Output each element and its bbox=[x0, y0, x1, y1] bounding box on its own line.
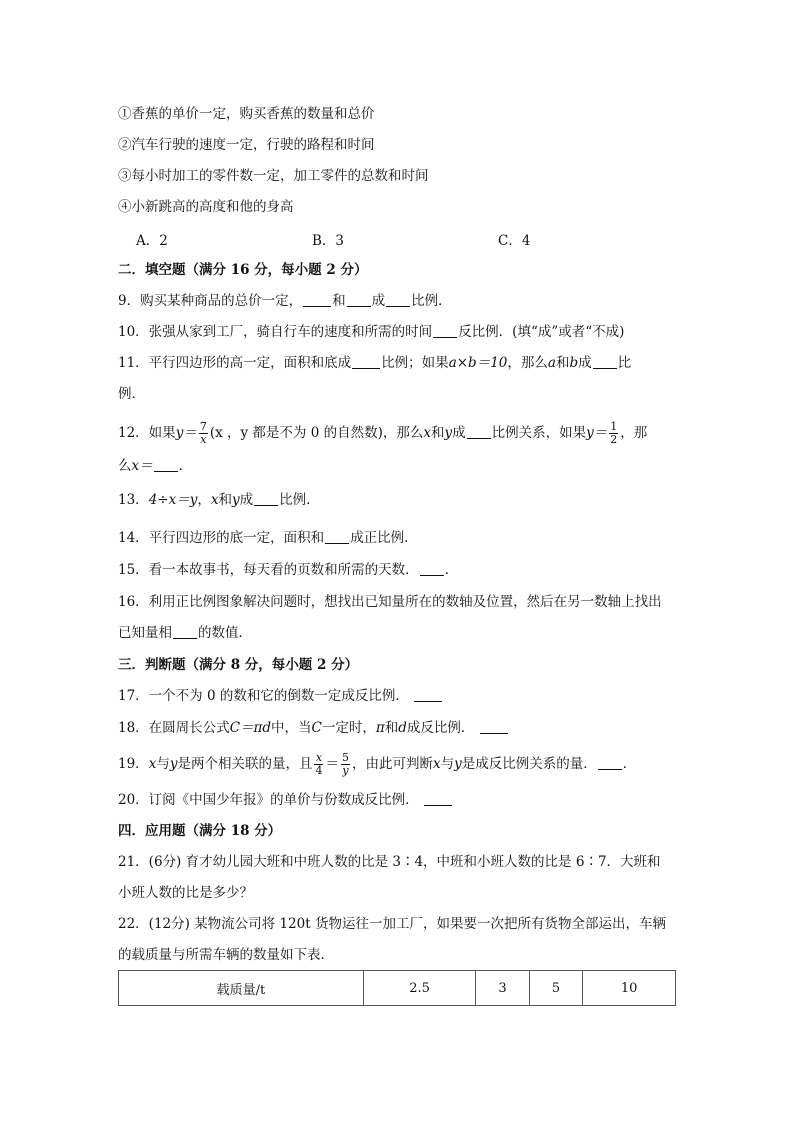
load-table bbox=[118, 970, 676, 1006]
answer-blank[interactable] bbox=[347, 292, 371, 307]
q8-option-b: B．3 bbox=[312, 233, 345, 249]
fraction: $\frac{5}{y}$ bbox=[341, 751, 349, 777]
answer-blank[interactable] bbox=[598, 755, 622, 770]
answer-blank[interactable] bbox=[352, 354, 380, 369]
answer-blank[interactable] bbox=[325, 529, 349, 544]
q8-item-2: ②汽车行驶的速度一定，行驶的路程和时间 bbox=[118, 137, 375, 153]
question-18: 18．在圆周长公式C＝πd中，当C一定时，π和d成反比例． bbox=[118, 718, 688, 738]
table-cell: 2.5 bbox=[363, 971, 475, 1006]
q8-item-1: ①香蕉的单价一定，购买香蕉的数量和总价 bbox=[118, 106, 375, 122]
question-16-cont: 已知量相 的数值． bbox=[118, 625, 252, 641]
question-21: 21．(6分) 育才幼儿园大班和中班人数的比是 3∶4，中班和小班人数的比是 6∶7．大班和 bbox=[118, 854, 661, 870]
question-9: 9．购买某种商品的总价一定， 和 成 比例． bbox=[118, 293, 452, 309]
table-row bbox=[119, 971, 676, 1006]
section-3-title: 三．判断题（满分 8 分，每小题 2 分） bbox=[118, 657, 359, 673]
answer-blank[interactable] bbox=[154, 457, 178, 472]
table-header-cell: 载质量/t bbox=[119, 971, 364, 1006]
question-11-cont: 例． bbox=[118, 386, 145, 402]
answer-blank[interactable] bbox=[254, 491, 278, 506]
answer-blank[interactable] bbox=[414, 687, 442, 702]
answer-blank[interactable] bbox=[420, 561, 444, 576]
section-2-title: 二．填空题（满分 16 分，每小题 2 分） bbox=[118, 262, 368, 278]
question-11: 11．平行四边形的高一定，面积和底成 比例；如果a×b＝10，那么a和b成 比 bbox=[118, 355, 632, 371]
question-15: 15．看一本故事书，每天看的页数和所需的天数． ． bbox=[118, 562, 459, 578]
answer-blank[interactable] bbox=[433, 323, 457, 338]
answer-blank[interactable] bbox=[303, 292, 331, 307]
answer-blank[interactable] bbox=[386, 292, 410, 307]
answer-blank[interactable] bbox=[593, 354, 617, 369]
question-10: 10．张强从家到工厂，骑自行车的速度和所需的时间 反比例．(填“成”或者“不成) bbox=[118, 324, 625, 340]
question-12: 12．如果y＝ $\frac{7}{x}$ (x ，y 都是不为 0 的自然数)，那么x和y成 比例关系，如果y＝ $\frac{1}{2}$ ，那 bbox=[118, 420, 648, 446]
q8-option-a: A．2 bbox=[136, 233, 168, 249]
question-17: 17．一个不为 0 的数和它的倒数一定成反比例． bbox=[118, 686, 688, 706]
answer-blank[interactable] bbox=[424, 791, 452, 806]
question-16: 16．利用正比例图象解决问题时，想找出已知量所在的数轴及位置，然后在另一数轴上找出 bbox=[118, 594, 662, 610]
question-14: 14．平行四边形的底一定，面积和 成正比例． bbox=[118, 530, 418, 546]
q8-item-3: ③每小时加工的零件数一定，加工零件的总数和时间 bbox=[118, 168, 429, 184]
table-cell: 3 bbox=[476, 971, 530, 1006]
question-22-cont: 的载质量与所需车辆的数量如下表． bbox=[118, 947, 334, 963]
question-13: 13．4÷x＝y，x和y成 比例． bbox=[118, 492, 320, 508]
q8-item-4: ④小新跳高的高度和他的身高 bbox=[118, 199, 294, 215]
answer-blank[interactable] bbox=[467, 424, 491, 439]
fraction: $\frac{x}{4}$ bbox=[315, 751, 323, 777]
section-4-title: 四．应用题（满分 18 分） bbox=[118, 823, 282, 839]
question-20: 20．订阅《中国少年报》的单价与份数成反比例． bbox=[118, 790, 688, 810]
fraction: $\frac{7}{x}$ bbox=[199, 420, 207, 446]
table-cell: 5 bbox=[529, 971, 583, 1006]
question-22: 22．(12分) 某物流公司将 120t 货物运往一加工厂，如果要一次把所有货物全部运出，车辆 bbox=[118, 916, 666, 932]
answer-blank[interactable] bbox=[480, 719, 508, 734]
table-cell: 10 bbox=[583, 971, 676, 1006]
answer-blank[interactable] bbox=[173, 624, 197, 639]
question-12-cont: 么x＝ ． bbox=[118, 458, 193, 474]
question-21-cont: 小班人数的比是多少？ bbox=[118, 885, 253, 901]
fraction: $\frac{1}{2}$ bbox=[610, 420, 618, 446]
q8-option-c: C．4 bbox=[498, 233, 531, 249]
question-19: 19．x与y是两个相关联的量，且 $\frac{x}{4}$ ＝ $\frac{5}{y}$ ，由此可判断x与y是成反比例关系的量． ． bbox=[118, 751, 637, 777]
